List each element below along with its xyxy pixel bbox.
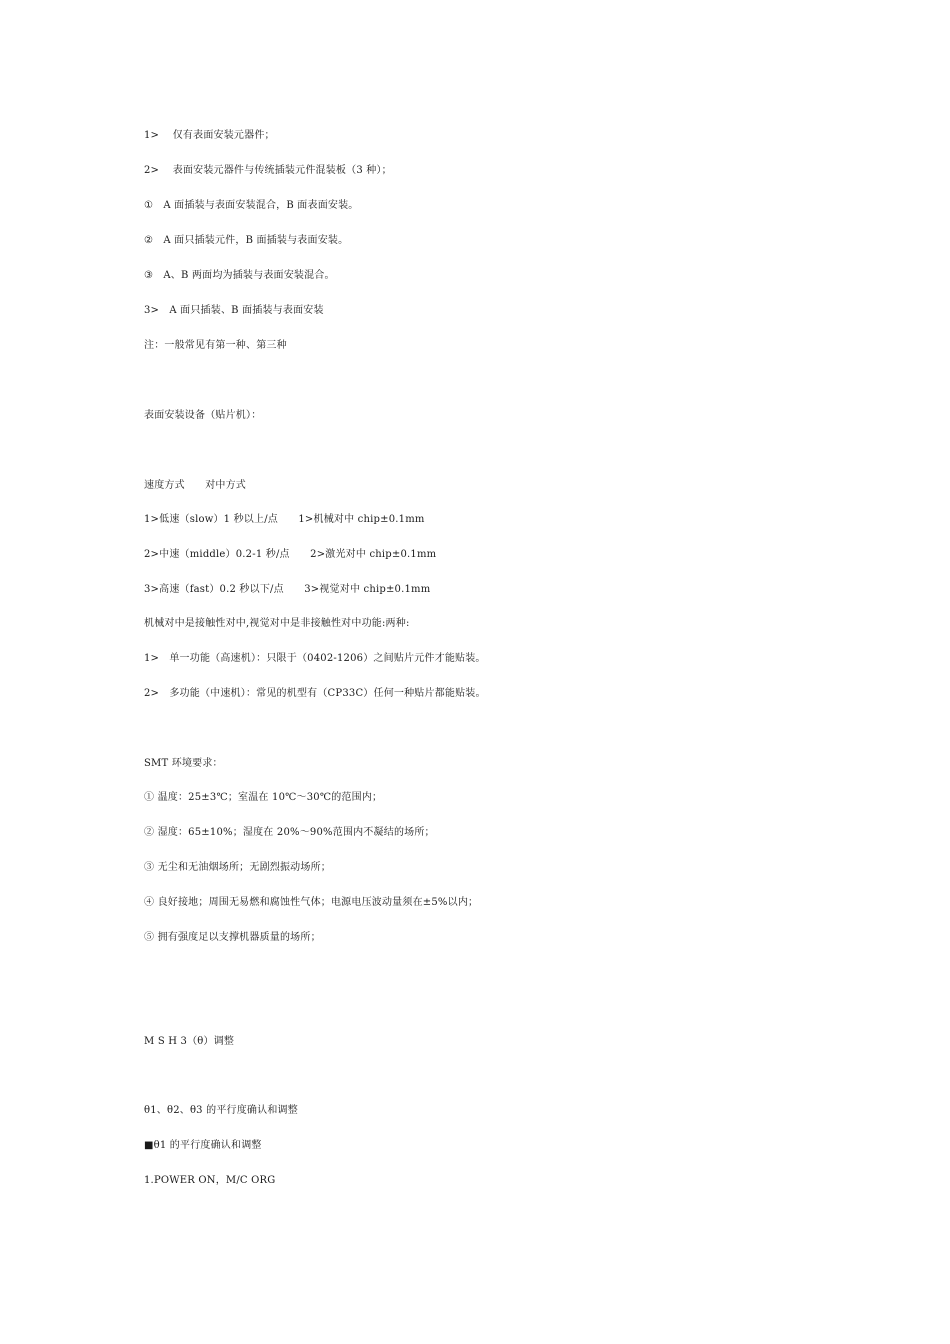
- list-item-3: 3> A 面只插装、B 面插装与表面安装: [144, 305, 324, 316]
- env-item-humidity: ② 湿度：65±10%；湿度在 20%～90%范围内不凝结的场所；: [144, 827, 435, 838]
- speed-row-middle: 2>中速（middle）0.2-1 秒/点 2>激光对中 chip±0.1mm: [144, 549, 437, 560]
- list-item-2-mixed-board: 2> 表面安装元器件与传统插装元件混装板（3 种）；: [144, 165, 392, 176]
- sub-item-1: ① A 面插装与表面安装混合，B 面表面安装。: [144, 200, 359, 211]
- function-item-single: 1> 单一功能（高速机）：只限于（0402-1206）之间贴片元件才能贴装。: [144, 653, 486, 664]
- sub-item-3: ③ A、B 两面均为插装与表面安装混合。: [144, 270, 335, 281]
- speed-row-slow: 1>低速（slow）1 秒以上/点 1>机械对中 chip±0.1mm: [144, 514, 425, 525]
- section-heading-msh3: M S H 3（θ）调整: [144, 1036, 235, 1047]
- step-1-power-on: 1.POWER ON，M/C ORG: [144, 1175, 276, 1186]
- section-heading-smt-environment: SMT 环境要求：: [144, 758, 223, 769]
- env-item-temperature: ① 温度：25±3℃；室温在 10℃～30℃的范围内；: [144, 792, 383, 803]
- env-item-floor-strength: ⑤ 拥有强度足以支撑机器质量的场所；: [144, 932, 321, 943]
- env-item-dust: ③ 无尘和无油烟场所；无剧烈振动场所；: [144, 862, 331, 873]
- table-header-speed-centering: 速度方式 对中方式: [144, 480, 246, 491]
- theta1-heading: ■θ1 的平行度确认和调整: [144, 1140, 262, 1151]
- env-item-grounding: ④ 良好接地；周围无易燃和腐蚀性气体；电源电压波动量须在±5%以内；: [144, 897, 479, 908]
- centering-description: 机械对中是接触性对中,视觉对中是非接触性对中功能:两种:: [144, 618, 410, 629]
- sub-item-2: ② A 面只插装元件，B 面插装与表面安装。: [144, 235, 349, 246]
- note-line: 注：一般常见有第一种、第三种: [144, 340, 287, 351]
- speed-row-fast: 3>高速（fast）0.2 秒以下/点 3>视觉对中 chip±0.1mm: [144, 584, 431, 595]
- section-heading-placement-equipment: 表面安装设备（贴片机）：: [144, 410, 262, 421]
- function-item-multi: 2> 多功能（中速机）：常见的机型有（CP33C）任何一种贴片都能贴装。: [144, 688, 486, 699]
- parallelism-heading: θ1、θ2、θ3 的平行度确认和调整: [144, 1105, 298, 1116]
- list-item-1-surface-only: 1> 仅有表面安装元器件；: [144, 130, 275, 141]
